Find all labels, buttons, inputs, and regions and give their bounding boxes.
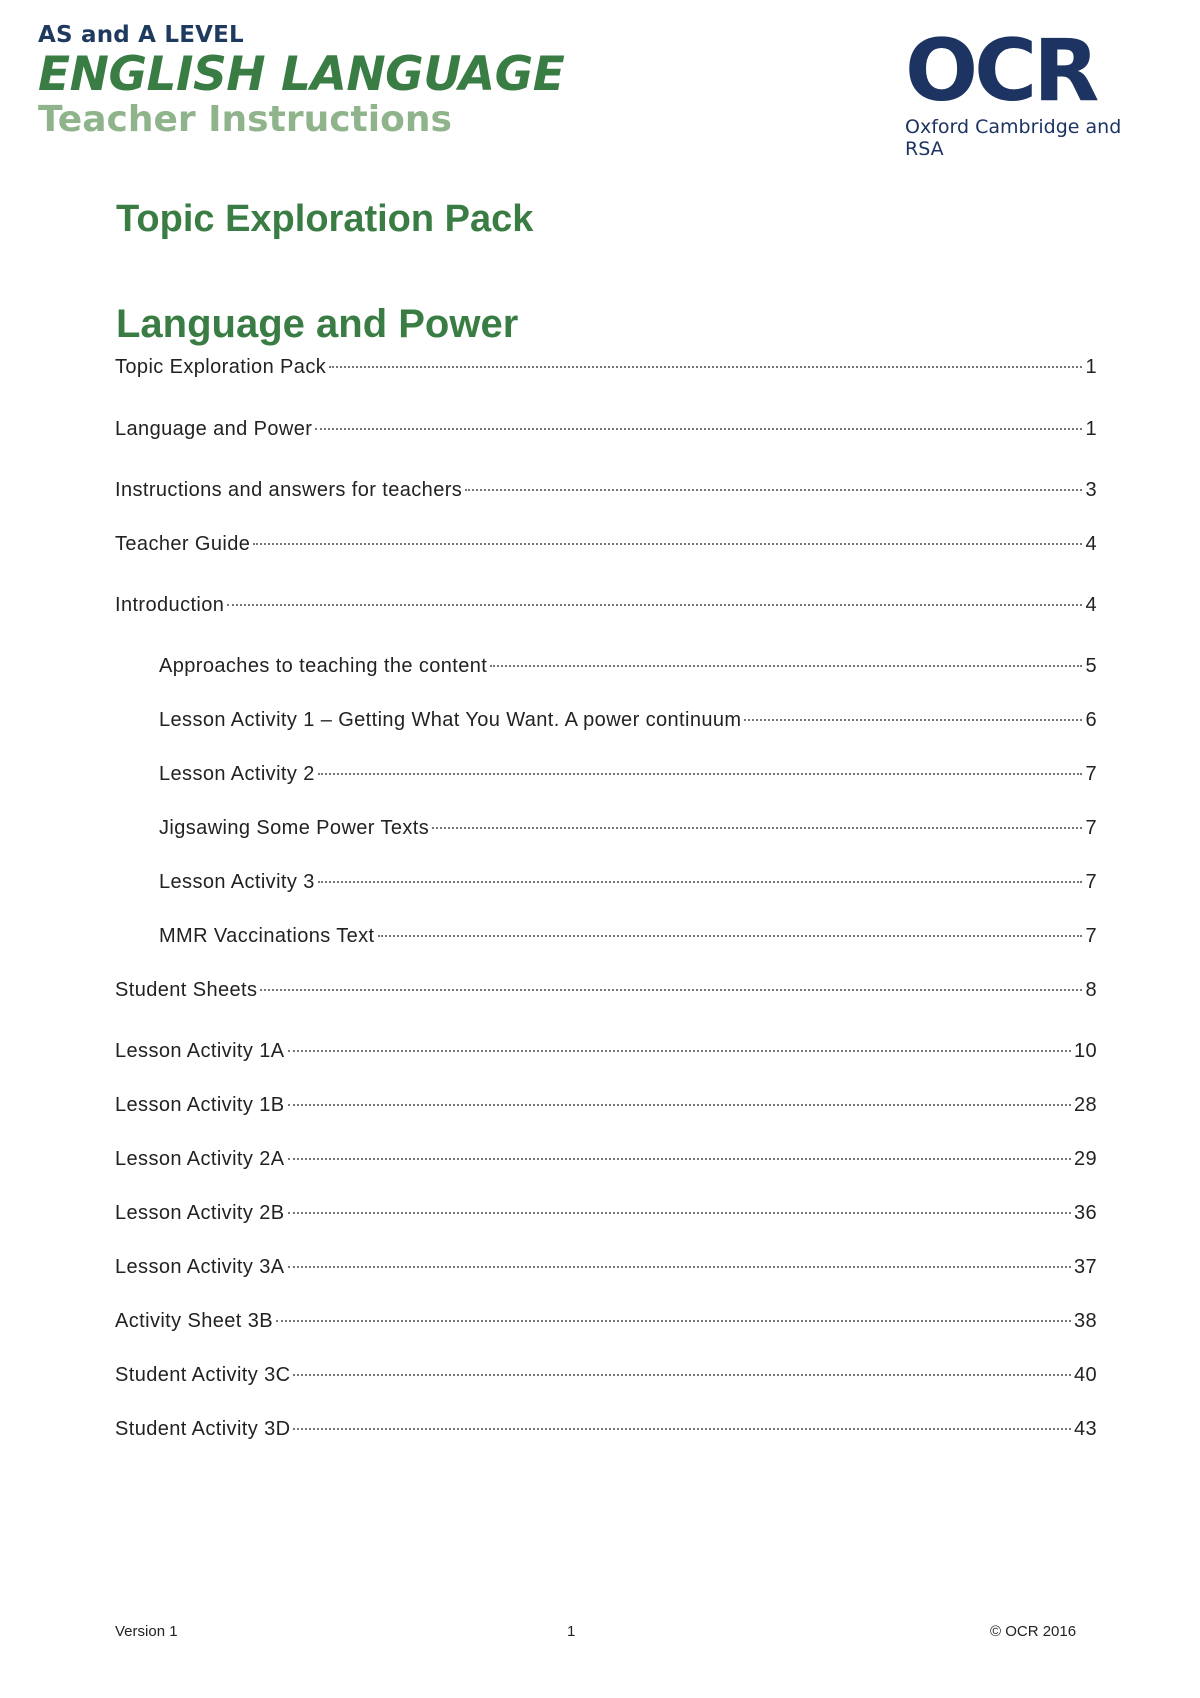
toc-leader-dots <box>288 1050 1071 1052</box>
toc-leader-dots <box>432 827 1082 829</box>
logo-mark: OCR <box>905 21 1096 121</box>
toc-entry[interactable] <box>115 1040 1097 1063</box>
toc-leader-dots <box>288 1158 1071 1160</box>
toc-leader-dots <box>227 604 1082 606</box>
toc-entry-page: 38 <box>1073 1310 1097 1332</box>
toc-entry-label: Approaches to teaching the content <box>159 655 488 677</box>
toc-leader-dots <box>288 1212 1071 1214</box>
toc-leader-dots <box>490 665 1082 667</box>
toc-entry-label: Student Activity 3D <box>115 1418 291 1440</box>
toc-leader-dots <box>465 489 1082 491</box>
toc-entry[interactable] <box>159 709 1097 732</box>
toc-entry[interactable] <box>115 418 1097 441</box>
document-header <box>38 22 564 140</box>
toc-entry-label: Activity Sheet 3B <box>115 1310 273 1332</box>
footer-copyright: © OCR 2016 <box>990 1623 1077 1640</box>
toc-leader-dots <box>318 773 1083 775</box>
toc-entry[interactable] <box>115 1148 1097 1171</box>
toc-leader-dots <box>288 1104 1071 1106</box>
toc-leader-dots <box>253 543 1082 545</box>
toc-entry[interactable] <box>115 533 1097 556</box>
toc-leader-dots <box>260 989 1082 991</box>
header-subtitle: Teacher Instructions <box>38 99 452 140</box>
toc-entry-label: Lesson Activity 2A <box>115 1148 285 1170</box>
toc-entry-page: 40 <box>1073 1364 1097 1386</box>
pack-title: Topic Exploration Pack <box>116 198 534 240</box>
toc-entry-page: 4 <box>1085 594 1097 616</box>
toc-entry[interactable] <box>115 1418 1097 1441</box>
toc-entry-label: Jigsawing Some Power Texts <box>159 817 430 839</box>
toc-leader-dots <box>293 1428 1070 1430</box>
toc-entry-label: Teacher Guide <box>115 533 251 555</box>
toc-entry[interactable] <box>159 655 1097 678</box>
toc-entry-page: 8 <box>1085 979 1097 1001</box>
toc-entry[interactable] <box>115 479 1097 502</box>
toc-entry-page: 7 <box>1085 763 1097 785</box>
toc-entry-label: Introduction <box>115 594 225 616</box>
toc-entry-page: 10 <box>1073 1040 1097 1062</box>
toc-leader-dots <box>315 428 1082 430</box>
toc-entry-page: 5 <box>1085 655 1097 677</box>
toc-entry-label: Lesson Activity 3A <box>115 1256 285 1278</box>
toc-leader-dots <box>329 366 1082 368</box>
toc-leader-dots <box>378 935 1083 937</box>
toc-entry-label: Lesson Activity 1B <box>115 1094 285 1116</box>
toc-entry[interactable] <box>115 1256 1097 1279</box>
toc-entry[interactable] <box>115 1094 1097 1117</box>
toc-entry[interactable] <box>115 979 1097 1002</box>
subject-title: ENGLISH LANGUAGE <box>38 47 565 102</box>
toc-entry[interactable] <box>159 817 1097 840</box>
toc-entry-page: 28 <box>1073 1094 1097 1116</box>
toc-entry[interactable] <box>159 925 1097 948</box>
toc-leader-dots <box>318 881 1083 883</box>
toc-entry[interactable] <box>115 594 1097 617</box>
toc-entry-label: Topic Exploration Pack <box>115 356 327 378</box>
toc-entry-page: 36 <box>1073 1202 1097 1224</box>
toc-entry[interactable] <box>115 1364 1097 1387</box>
toc-entry-label: Lesson Activity 1 – Getting What You Want. A power continuum <box>159 709 742 731</box>
toc-entry-page: 43 <box>1073 1418 1097 1440</box>
toc-entry-label: Student Sheets <box>115 979 258 1001</box>
toc-entry-label: Instructions and answers for teachers <box>115 479 463 501</box>
toc-leader-dots <box>293 1374 1070 1376</box>
toc-entry-page: 29 <box>1073 1148 1097 1170</box>
toc-entry[interactable] <box>115 1310 1097 1333</box>
toc-entry-page: 37 <box>1073 1256 1097 1278</box>
toc-entry[interactable] <box>159 871 1097 894</box>
logo-tagline: Oxford Cambridge and RSA <box>905 116 1122 160</box>
toc-entry[interactable] <box>159 763 1097 786</box>
toc-entry-label: Lesson Activity 3 <box>159 871 315 893</box>
toc-entry-label: Language and Power <box>115 418 313 440</box>
toc-leader-dots <box>276 1320 1071 1322</box>
toc-entry-label: Lesson Activity 2B <box>115 1202 285 1224</box>
toc-entry-page: 7 <box>1085 925 1097 947</box>
toc-leader-dots <box>744 719 1082 721</box>
toc-entry-page: 3 <box>1085 479 1097 501</box>
footer-page-number: 1 <box>567 1623 576 1640</box>
ocr-logo <box>905 21 1165 160</box>
footer-version: Version 1 <box>115 1623 178 1640</box>
topic-heading: Language and Power <box>116 302 519 346</box>
toc-entry[interactable] <box>115 356 1097 379</box>
toc-entry-page: 1 <box>1085 356 1097 378</box>
toc-entry-page: 1 <box>1085 418 1097 440</box>
toc-entry-label: Lesson Activity 1A <box>115 1040 285 1062</box>
qualification-level: AS and A LEVEL <box>38 22 244 48</box>
toc-entry-page: 7 <box>1085 871 1097 893</box>
toc-entry-label: MMR Vaccinations Text <box>159 925 375 947</box>
toc-entry-label: Lesson Activity 2 <box>159 763 315 785</box>
toc-entry-page: 6 <box>1085 709 1097 731</box>
toc-entry-label: Student Activity 3C <box>115 1364 291 1386</box>
toc-entry-page: 7 <box>1085 817 1097 839</box>
toc-entry-page: 4 <box>1085 533 1097 555</box>
toc-entry[interactable] <box>115 1202 1097 1225</box>
toc-leader-dots <box>288 1266 1071 1268</box>
